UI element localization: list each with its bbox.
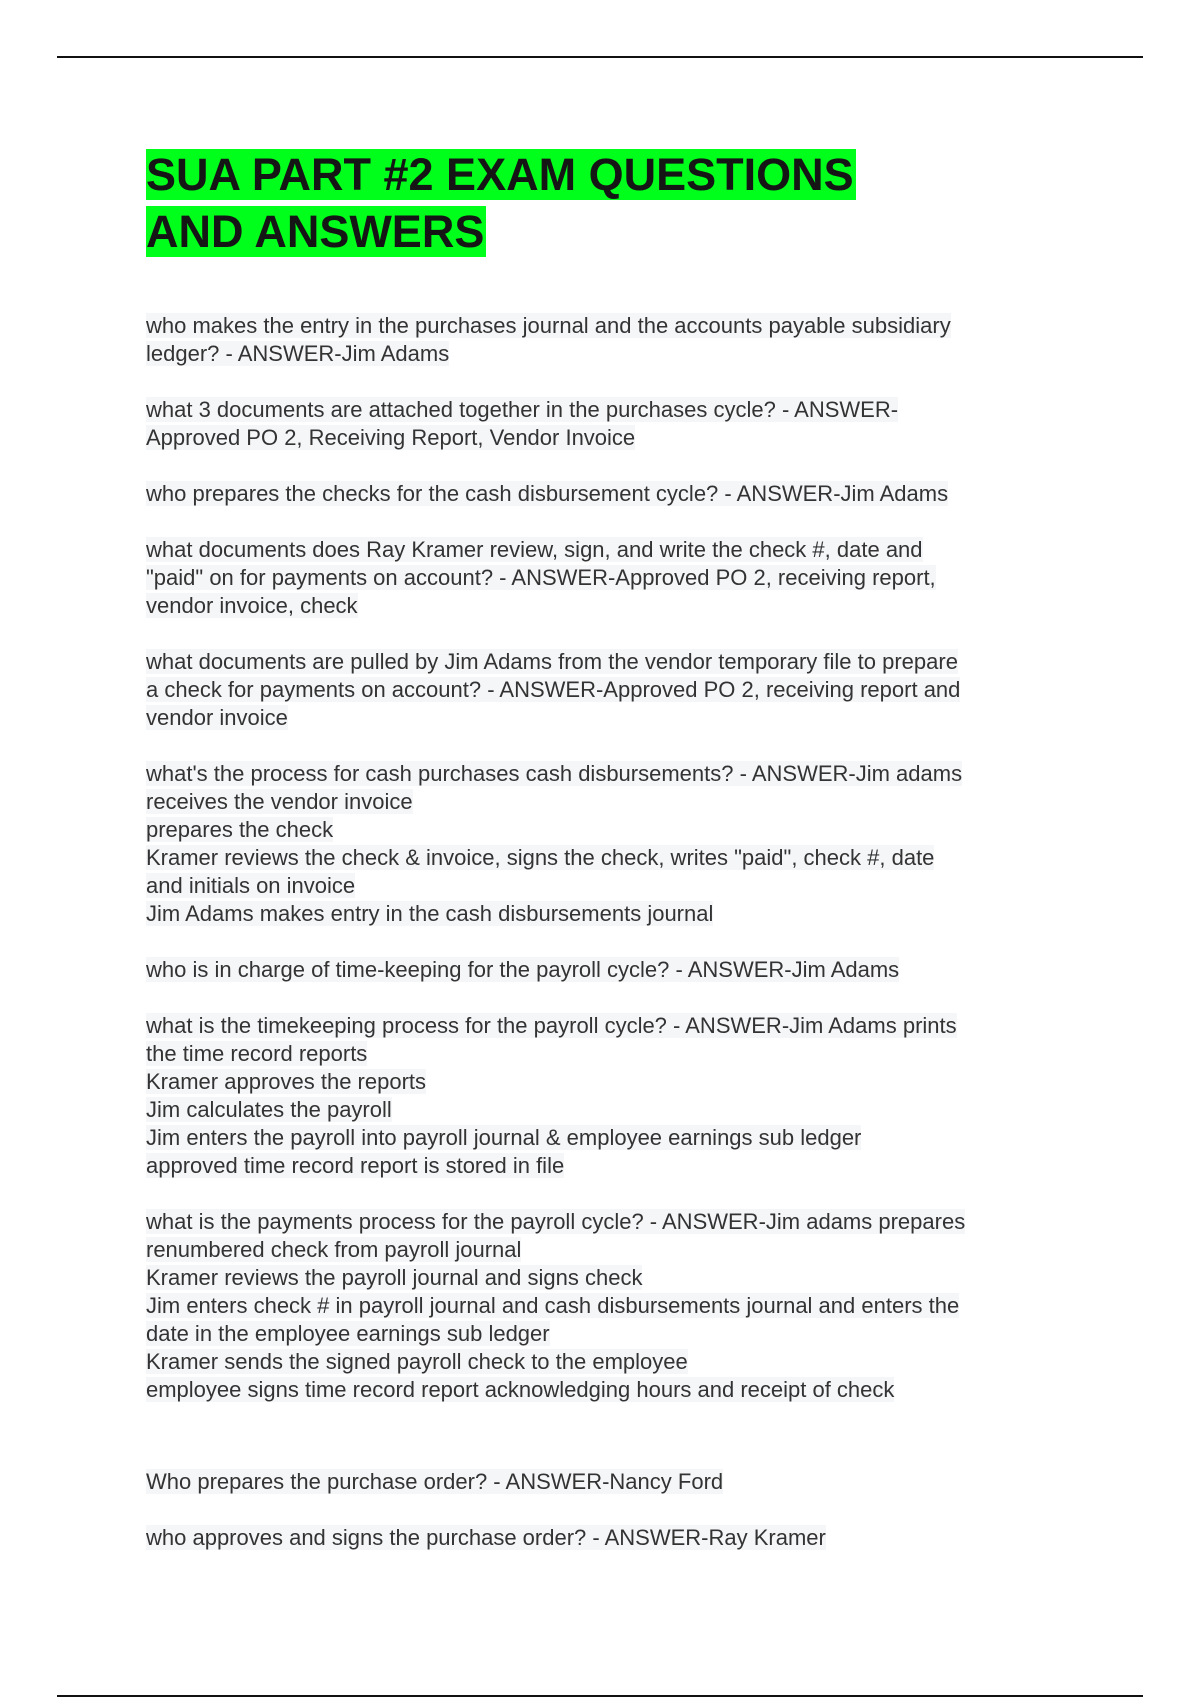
qa-line — [146, 1264, 1066, 1292]
qa-line-text: what 3 documents are attached together in the purchases cycle? - ANSWER- — [146, 397, 899, 422]
title-line-1: SUA PART #2 EXAM QUESTIONS — [146, 149, 854, 200]
qa-line-text: Jim enters check # in payroll journal and cash disbursements journal and enters the — [146, 1293, 960, 1318]
qa-line-text: receives the vendor invoice — [146, 789, 413, 814]
qa-line — [146, 1096, 1066, 1124]
qa-line-text: what documents does Ray Kramer review, sign, and write the check #, date and — [146, 537, 923, 562]
qa-line-text: who makes the entry in the purchases journal and the accounts payable subsidiary — [146, 313, 951, 338]
qa-item — [146, 1208, 1066, 1404]
qa-line-text: date in the employee earnings sub ledger — [146, 1321, 550, 1346]
qa-line-text: approved time record report is stored in file — [146, 1153, 565, 1178]
top-divider — [57, 56, 1143, 58]
qa-line-text: and initials on invoice — [146, 873, 356, 898]
qa-line-text: what is the timekeeping process for the payroll cycle? - ANSWER-Jim Adams prints — [146, 1013, 957, 1038]
qa-line-text: employee signs time record report acknowledging hours and receipt of check — [146, 1377, 895, 1402]
qa-line — [146, 424, 1066, 452]
qa-item — [146, 312, 1066, 368]
qa-line — [146, 564, 1066, 592]
qa-line — [146, 1236, 1066, 1264]
qa-line — [146, 1524, 1066, 1552]
qa-line — [146, 676, 1066, 704]
qa-line — [146, 592, 1066, 620]
qa-line — [146, 872, 1066, 900]
qa-line — [146, 340, 1066, 368]
qa-line — [146, 480, 1066, 508]
qa-line-text: what is the payments process for the payroll cycle? - ANSWER-Jim adams prepares — [146, 1209, 966, 1234]
qa-line — [146, 788, 1066, 816]
qa-item — [146, 1012, 1066, 1180]
qa-item — [146, 760, 1066, 928]
qa-line-text: vendor invoice — [146, 705, 288, 730]
qa-list — [146, 312, 1066, 1552]
qa-item — [146, 396, 1066, 452]
qa-line-text: who is in charge of time-keeping for the payroll cycle? - ANSWER-Jim Adams — [146, 957, 900, 982]
qa-line — [146, 704, 1066, 732]
qa-line-text: Kramer reviews the check & invoice, signs the check, writes "paid", check #, date — [146, 845, 935, 870]
qa-item — [146, 536, 1066, 620]
qa-line — [146, 1040, 1066, 1068]
qa-line — [146, 396, 1066, 424]
document-title — [146, 146, 926, 260]
qa-item — [146, 648, 1066, 732]
qa-line-text: Jim Adams makes entry in the cash disbursements journal — [146, 901, 714, 926]
qa-line — [146, 1208, 1066, 1236]
qa-line-text: "paid" on for payments on account? - ANSWER-Approved PO 2, receiving report, — [146, 565, 936, 590]
qa-line — [146, 1376, 1066, 1404]
qa-line-text: vendor invoice, check — [146, 593, 358, 618]
qa-line — [146, 1320, 1066, 1348]
title-line-2: AND ANSWERS — [146, 206, 485, 257]
qa-line-text: Kramer reviews the payroll journal and signs check — [146, 1265, 643, 1290]
qa-line-text: who approves and signs the purchase order? - ANSWER-Ray Kramer — [146, 1525, 826, 1550]
qa-item — [146, 480, 1066, 508]
qa-line — [146, 536, 1066, 564]
qa-line-text: Jim enters the payroll into payroll journal & employee earnings sub ledger — [146, 1125, 862, 1150]
qa-line — [146, 844, 1066, 872]
title-highlight — [146, 149, 856, 257]
qa-line-text: prepares the check — [146, 817, 334, 842]
qa-line — [146, 1012, 1066, 1040]
qa-line — [146, 1468, 1066, 1496]
qa-line-text: a check for payments on account? - ANSWER-Approved PO 2, receiving report and — [146, 677, 961, 702]
qa-line-text: the time record reports — [146, 1041, 368, 1066]
qa-line-text: who prepares the checks for the cash disbursement cycle? - ANSWER-Jim Adams — [146, 481, 949, 506]
qa-line — [146, 816, 1066, 844]
qa-line-text: Kramer sends the signed payroll check to the employee — [146, 1349, 688, 1374]
bottom-divider — [57, 1695, 1143, 1697]
qa-line-text: Approved PO 2, Receiving Report, Vendor Invoice — [146, 425, 636, 450]
qa-line — [146, 1152, 1066, 1180]
qa-line — [146, 1124, 1066, 1152]
qa-line — [146, 1292, 1066, 1320]
qa-line-text: Who prepares the purchase order? - ANSWER-Nancy Ford — [146, 1469, 724, 1494]
qa-line — [146, 900, 1066, 928]
document-body — [146, 146, 1066, 1580]
qa-line — [146, 648, 1066, 676]
qa-line-text: Jim calculates the payroll — [146, 1097, 392, 1122]
qa-line — [146, 956, 1066, 984]
qa-line — [146, 1348, 1066, 1376]
qa-line-text: what's the process for cash purchases cash disbursements? - ANSWER-Jim adams — [146, 761, 963, 786]
qa-line-text: renumbered check from payroll journal — [146, 1237, 522, 1262]
qa-item — [146, 1524, 1066, 1552]
qa-item — [146, 956, 1066, 984]
qa-line — [146, 312, 1066, 340]
qa-line-text: ledger? - ANSWER-Jim Adams — [146, 341, 450, 366]
qa-line — [146, 1068, 1066, 1096]
qa-line-text: Kramer approves the reports — [146, 1069, 427, 1094]
qa-line — [146, 760, 1066, 788]
qa-line-text: what documents are pulled by Jim Adams from the vendor temporary file to prepare — [146, 649, 958, 674]
qa-item — [146, 1468, 1066, 1496]
